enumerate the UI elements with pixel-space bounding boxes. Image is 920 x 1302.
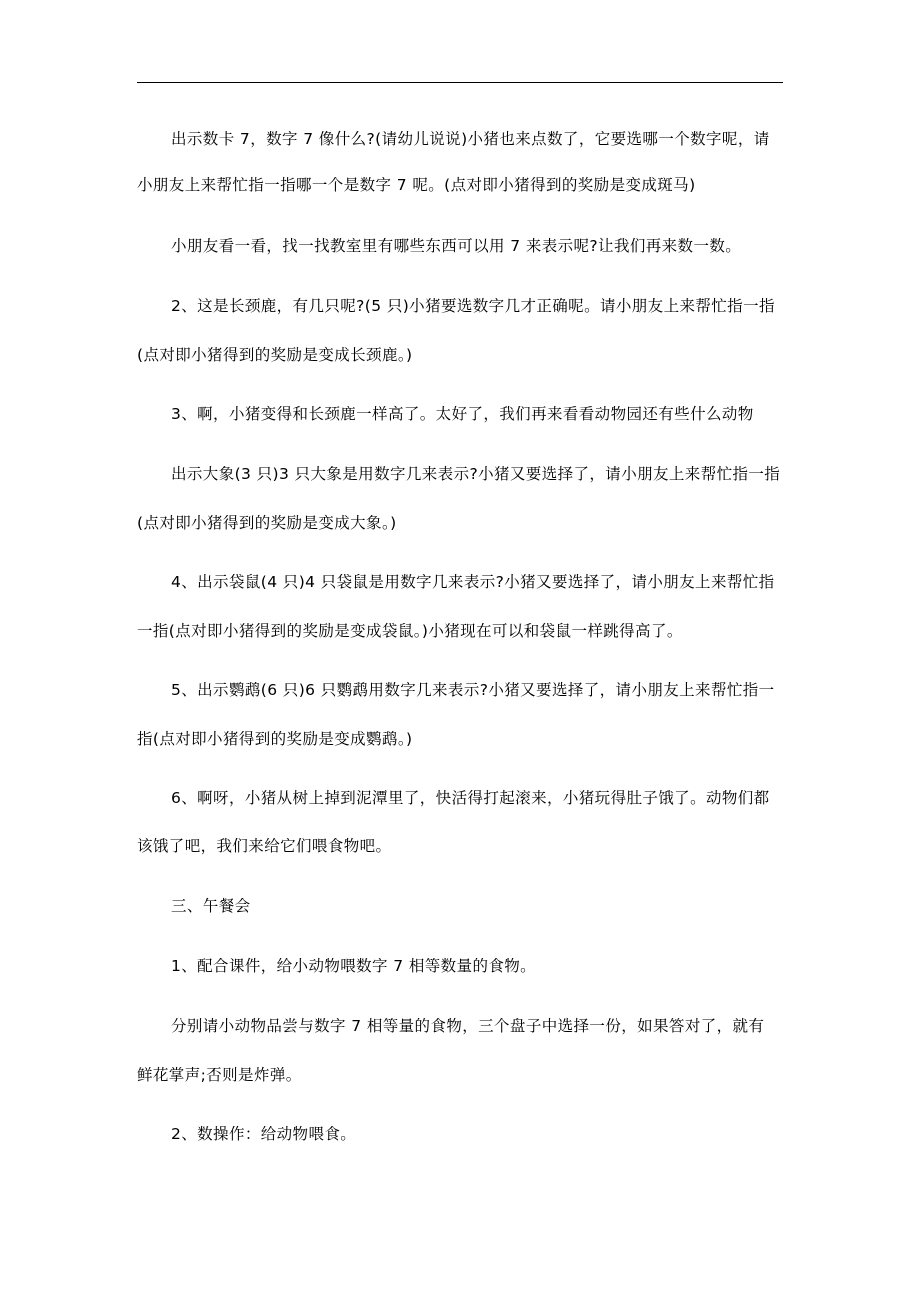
paragraph-line: 2、数操作：给动物喂食。	[171, 1125, 357, 1143]
section-heading: 三、午餐会	[171, 897, 251, 915]
paragraph-line: (点对即小猪得到的奖励是变成大象。)	[137, 514, 397, 532]
paragraph-line: 6、啊呀，小猪从树上掉到泥潭里了，快活得打起滚来，小猪玩得肚子饿了。动物们都	[171, 789, 770, 807]
paragraph-line: 4、出示袋鼠(4 只)4 只袋鼠是用数字几来表示?小猪又要选择了，请小朋友上来帮忙指	[171, 573, 775, 591]
paragraph-line: 小朋友上来帮忙指一指哪一个是数字 7 呢。(点对即小猪得到的奖励是变成斑马)	[137, 176, 696, 194]
paragraph-line: 出示数卡 7，数字 7 像什么?(请幼儿说说)小猪也来点数了，它要选哪一个数字呢，请	[171, 130, 770, 148]
paragraph-line: 指(点对即小猪得到的奖励是变成鹦鹉。)	[137, 730, 413, 748]
paragraph-line: 3、啊，小猪变得和长颈鹿一样高了。太好了，我们再来看看动物园还有些什么动物	[171, 405, 754, 423]
header-rule	[137, 82, 783, 83]
paragraph-line: 小朋友看一看，找一找教室里有哪些东西可以用 7 来表示呢?让我们再来数一数。	[171, 237, 742, 255]
paragraph-line: 1、配合课件，给小动物喂数字 7 相等数量的食物。	[171, 957, 537, 975]
paragraph-line: 2、这是长颈鹿，有几只呢?(5 只)小猪要选数字几才正确呢。请小朋友上来帮忙指一指	[171, 297, 775, 315]
paragraph-line: 鲜花掌声;否则是炸弹。	[137, 1066, 302, 1084]
paragraph-line: 一指(点对即小猪得到的奖励是变成袋鼠。)小猪现在可以和袋鼠一样跳得高了。	[137, 622, 683, 640]
paragraph-line: (点对即小猪得到的奖励是变成长颈鹿。)	[137, 346, 413, 364]
paragraph-line: 分别请小动物品尝与数字 7 相等量的食物，三个盘子中选择一份，如果答对了，就有	[171, 1017, 765, 1035]
paragraph-line: 该饿了吧，我们来给它们喂食物吧。	[137, 837, 392, 855]
paragraph-line: 出示大象(3 只)3 只大象是用数字几来表示?小猪又要选择了，请小朋友上来帮忙指一指	[171, 465, 781, 483]
paragraph-line: 5、出示鹦鹉(6 只)6 只鹦鹉用数字几来表示?小猪又要选择了，请小朋友上来帮忙指一	[171, 681, 775, 699]
